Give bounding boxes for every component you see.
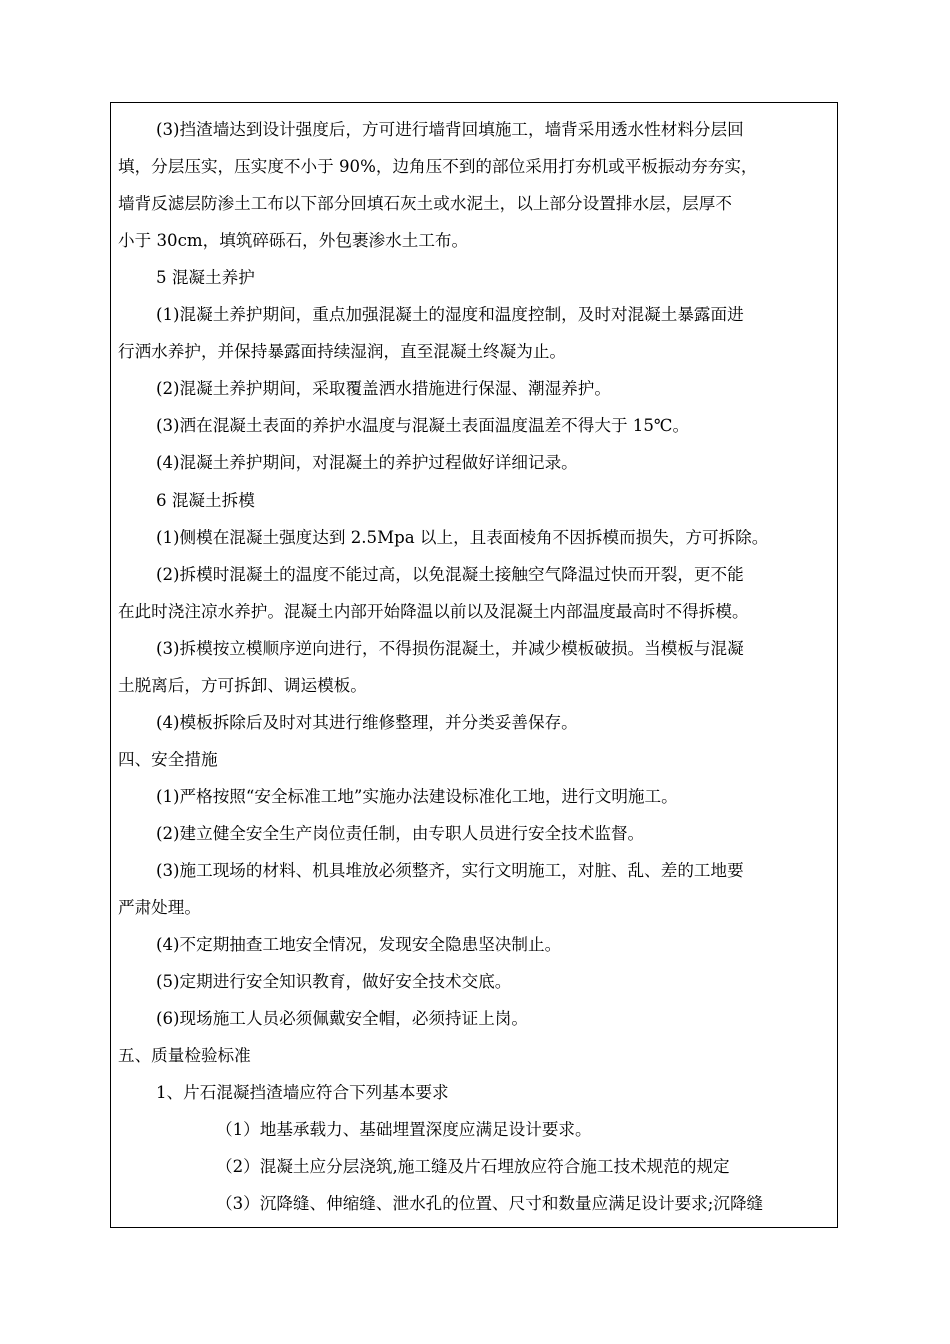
document-line: (1)侧模在混凝土强度达到 2.5Mpa 以上，且表面棱角不因拆模而损失，方可拆除。	[156, 527, 769, 547]
document-line: 5 混凝土养护	[156, 268, 255, 288]
document-line: (4)混凝土养护期间，对混凝土的养护过程做好详细记录。	[156, 453, 578, 473]
document-line: 填，分层压实，压实度不小于 90%，边角压不到的部位采用打夯机或平板振动夯夯实，	[118, 157, 758, 177]
document-line: (1)混凝土养护期间，重点加强混凝土的湿度和温度控制，及时对混凝土暴露面进	[156, 305, 744, 325]
document-line: (4)模板拆除后及时对其进行维修整理，并分类妥善保存。	[156, 712, 578, 732]
document-line: (4)不定期抽查工地安全情况，发现安全隐患坚决制止。	[156, 935, 562, 955]
document-line: （1）地基承载力、基础埋置深度应满足设计要求。	[216, 1120, 592, 1140]
document-line: (2)建立健全安全生产岗位责任制，由专职人员进行安全技术监督。	[156, 823, 645, 843]
document-line: (1)严格按照“安全标准工地”实施办法建设标准化工地，进行文明施工。	[156, 786, 678, 806]
document-line: 四、安全措施	[118, 749, 218, 769]
document-line: 小于 30cm，填筑碎砾石，外包裹渗水土工布。	[118, 231, 469, 251]
document-line: (3)挡渣墙达到设计强度后，方可进行墙背回填施工，墙背采用透水性材料分层回	[156, 120, 744, 139]
document-line: 在此时浇注凉水养护。混凝土内部开始降温以前以及混凝土内部温度最高时不得拆模。	[118, 601, 749, 621]
document-line: （2）混凝土应分层浇筑,施工缝及片石埋放应符合施工技术规范的规定	[216, 1157, 730, 1177]
document-line: (5)定期进行安全知识教育，做好安全技术交底。	[156, 972, 512, 992]
document-line: (3)拆模按立模顺序逆向进行，不得损伤混凝土，并减少模板破损。当模板与混凝	[156, 638, 744, 658]
document-line: 墙背反滤层防渗土工布以下部分回填石灰土或水泥土，以上部分设置排水层，层厚不	[118, 194, 732, 214]
document-line: 五、质量检验标准	[118, 1046, 251, 1066]
document-line: 土脱离后，方可拆卸、调运模板。	[118, 675, 367, 695]
document-line: (3)施工现场的材料、机具堆放必须整齐，实行文明施工，对脏、乱、差的工地要	[156, 861, 744, 880]
document-line: (3)洒在混凝土表面的养护水温度与混凝土表面温度温差不得大于 15℃。	[156, 416, 690, 436]
document-line: 1、片石混凝挡渣墙应符合下列基本要求	[156, 1083, 449, 1103]
document-line: 行洒水养护，并保持暴露面持续湿润，直至混凝土终凝为止。	[118, 342, 567, 362]
document-line: （3）沉降缝、伸缩缝、泄水孔的位置、尺寸和数量应满足设计要求;沉降缝	[216, 1194, 764, 1214]
document-line: (2)拆模时混凝土的温度不能过高，以免混凝土接触空气降温过快而开裂，更不能	[156, 564, 744, 584]
document-line: (6)现场施工人员必须佩戴安全帽，必须持证上岗。	[156, 1009, 528, 1029]
document-line: (2)混凝土养护期间，采取覆盖洒水措施进行保湿、潮湿养护。	[156, 379, 611, 399]
document-line: 严肃处理。	[118, 898, 201, 918]
document-line: 6 混凝土拆模	[156, 490, 255, 510]
